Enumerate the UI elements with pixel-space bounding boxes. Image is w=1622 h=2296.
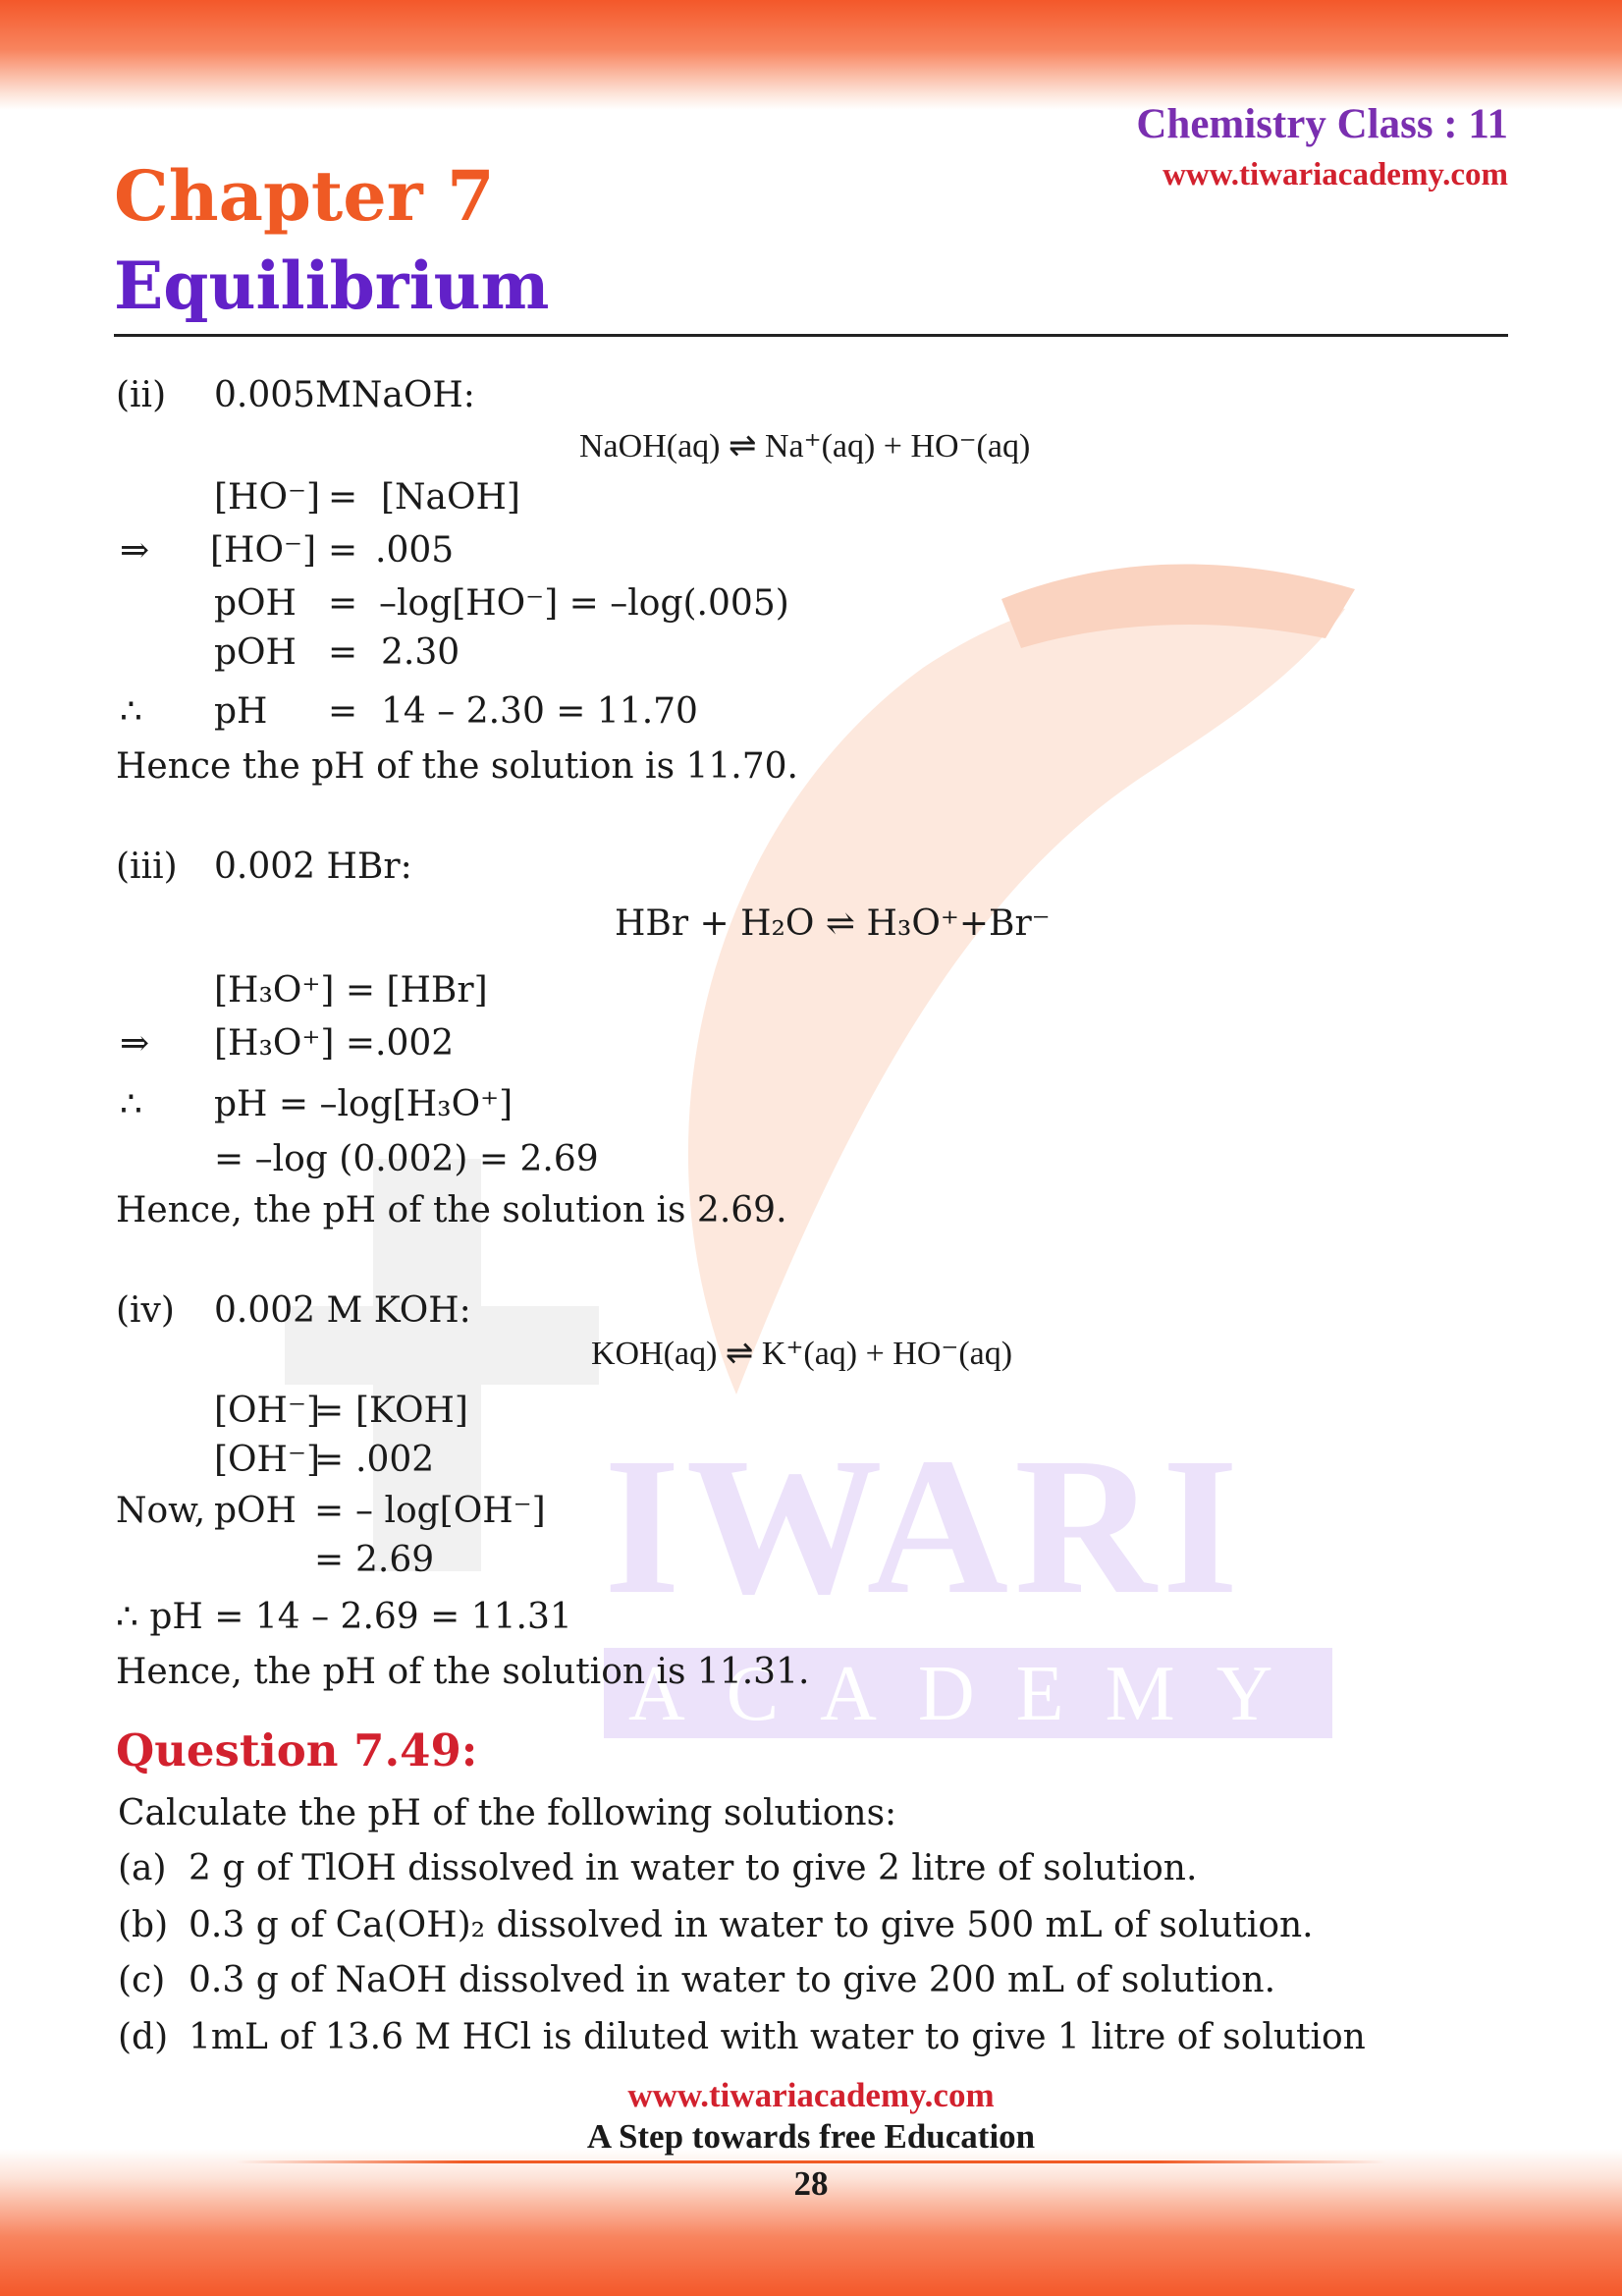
part-iv-line-4-op: =: [314, 1540, 345, 1580]
part-ii-line-1-lhs: [HO⁻]: [214, 477, 320, 518]
part-ii-line-4-rhs: 2.30: [381, 632, 460, 673]
part-iv-line-3-rhs: – log[OH⁻]: [355, 1491, 546, 1531]
part-iv-line-4-rhs: 2.69: [355, 1540, 435, 1580]
part-ii-line-5-lhs: pH: [214, 691, 268, 732]
part-ii-line-3-rhs: –log[HO⁻] = –log(.005): [379, 583, 789, 624]
footer-divider: [236, 2160, 1386, 2163]
part-ii-label: (ii): [116, 375, 167, 415]
class-label: Chemistry Class : 11: [1136, 101, 1508, 147]
part-iv-line-1-rhs: [KOH]: [355, 1391, 468, 1431]
part-iv-line-2-op: =: [314, 1440, 345, 1480]
header-divider: [114, 334, 1508, 337]
part-iii-line-2: [H₃O⁺] =.002: [214, 1023, 455, 1064]
part-ii-line-3-lhs: pOH: [214, 583, 297, 624]
part-iii-line-4: = –log (0.002) = 2.69: [214, 1139, 599, 1179]
part-iv-conclusion: Hence, the pH of the solution is 11.31.: [116, 1652, 810, 1692]
part-iii-line-1: [H₃O⁺] = [HBr]: [214, 970, 488, 1011]
part-iii-conclusion: Hence, the pH of the solution is 2.69.: [116, 1190, 787, 1230]
part-iii-label: (iii): [116, 847, 178, 887]
part-ii-line-2-symbol: ⇒: [120, 530, 150, 571]
part-ii-conclusion: Hence the pH of the solution is 11.70.: [116, 746, 798, 787]
watermark-word: IWARI: [604, 1418, 1245, 1635]
part-iv-line-1-op: =: [314, 1391, 345, 1431]
header-website-link[interactable]: www.tiwariacademy.com: [1162, 157, 1508, 192]
part-ii-line-2-rhs: .005: [375, 530, 455, 571]
watermark-academy-text: ACADEMY: [628, 1651, 1315, 1737]
part-ii-line-5-symbol: ∴: [120, 691, 142, 732]
question-item-d: 1mL of 13.6 M HCl is diluted with water to give 1 litre of solution: [189, 2017, 1366, 2057]
question-prompt: Calculate the pH of the following solutions:: [118, 1793, 897, 1833]
part-iv-result: ∴ pH = 14 – 2.69 = 11.31: [116, 1597, 572, 1637]
part-ii-line-4-lhs: pOH: [214, 632, 297, 673]
part-iii-line-2-symbol: ⇒: [120, 1023, 150, 1064]
part-iii-heading: 0.002 HBr:: [214, 847, 412, 887]
part-iii-line-3: pH = –log[H₃O⁺]: [214, 1084, 514, 1124]
part-ii-line-1-op: =: [328, 477, 358, 518]
top-gradient-band: [0, 0, 1622, 110]
question-item-c-label: (c): [118, 1960, 166, 2000]
part-ii-line-2-lhs: [HO⁻]: [210, 530, 316, 571]
part-ii-line-3-op: =: [328, 583, 358, 624]
question-item-a: 2 g of TlOH dissolved in water to give 2 litre of solution.: [189, 1848, 1198, 1888]
part-iii-reaction: HBr + H₂O ⇌ H₃O⁺+Br⁻: [615, 903, 1051, 944]
part-iii-line-3-symbol: ∴: [120, 1084, 142, 1124]
part-iv-label: (iv): [116, 1290, 175, 1331]
chapter-title: Equilibrium: [114, 247, 550, 324]
part-iv-heading: 0.002 M KOH:: [214, 1290, 471, 1331]
part-iv-line-1-lhs: [OH⁻]: [214, 1391, 320, 1431]
chapter-number: Chapter 7: [114, 155, 495, 237]
part-iv-line-2-lhs: [OH⁻]: [214, 1440, 320, 1480]
question-heading: Question 7.49:: [116, 1724, 478, 1777]
part-ii-line-5-rhs: 14 – 2.30 = 11.70: [381, 691, 698, 732]
part-iv-line-3-lhs: pOH: [214, 1491, 297, 1531]
question-item-d-label: (d): [118, 2017, 169, 2057]
part-iv-line-3-op: =: [314, 1491, 345, 1531]
part-iv-line-2-rhs: .002: [355, 1440, 435, 1480]
footer-website-link[interactable]: www.tiwariacademy.com: [627, 2076, 995, 2114]
footer-tagline: A Step towards free Education: [586, 2117, 1036, 2156]
page-number: 28: [793, 2164, 829, 2203]
question-item-a-label: (a): [118, 1848, 167, 1888]
question-item-b-label: (b): [118, 1905, 169, 1945]
question-item-c: 0.3 g of NaOH dissolved in water to give 200 mL of solution.: [189, 1960, 1276, 2000]
part-ii-line-1-rhs: [NaOH]: [381, 477, 520, 518]
part-ii-reaction: NaOH(aq) ⇌ Na⁺(aq) + HO⁻(aq): [579, 428, 1031, 465]
question-item-b: 0.3 g of Ca(OH)₂ dissolved in water to give 500 mL of solution.: [189, 1905, 1314, 1945]
part-iv-line-3-pre: Now,: [116, 1491, 206, 1531]
part-ii-line-2-op: =: [328, 530, 358, 571]
part-ii-line-5-op: =: [328, 691, 358, 732]
part-iv-reaction: KOH(aq) ⇌ K⁺(aq) + HO⁻(aq): [591, 1336, 1013, 1372]
part-ii-heading: 0.005MNaOH:: [214, 375, 475, 415]
part-ii-line-4-op: =: [328, 632, 358, 673]
